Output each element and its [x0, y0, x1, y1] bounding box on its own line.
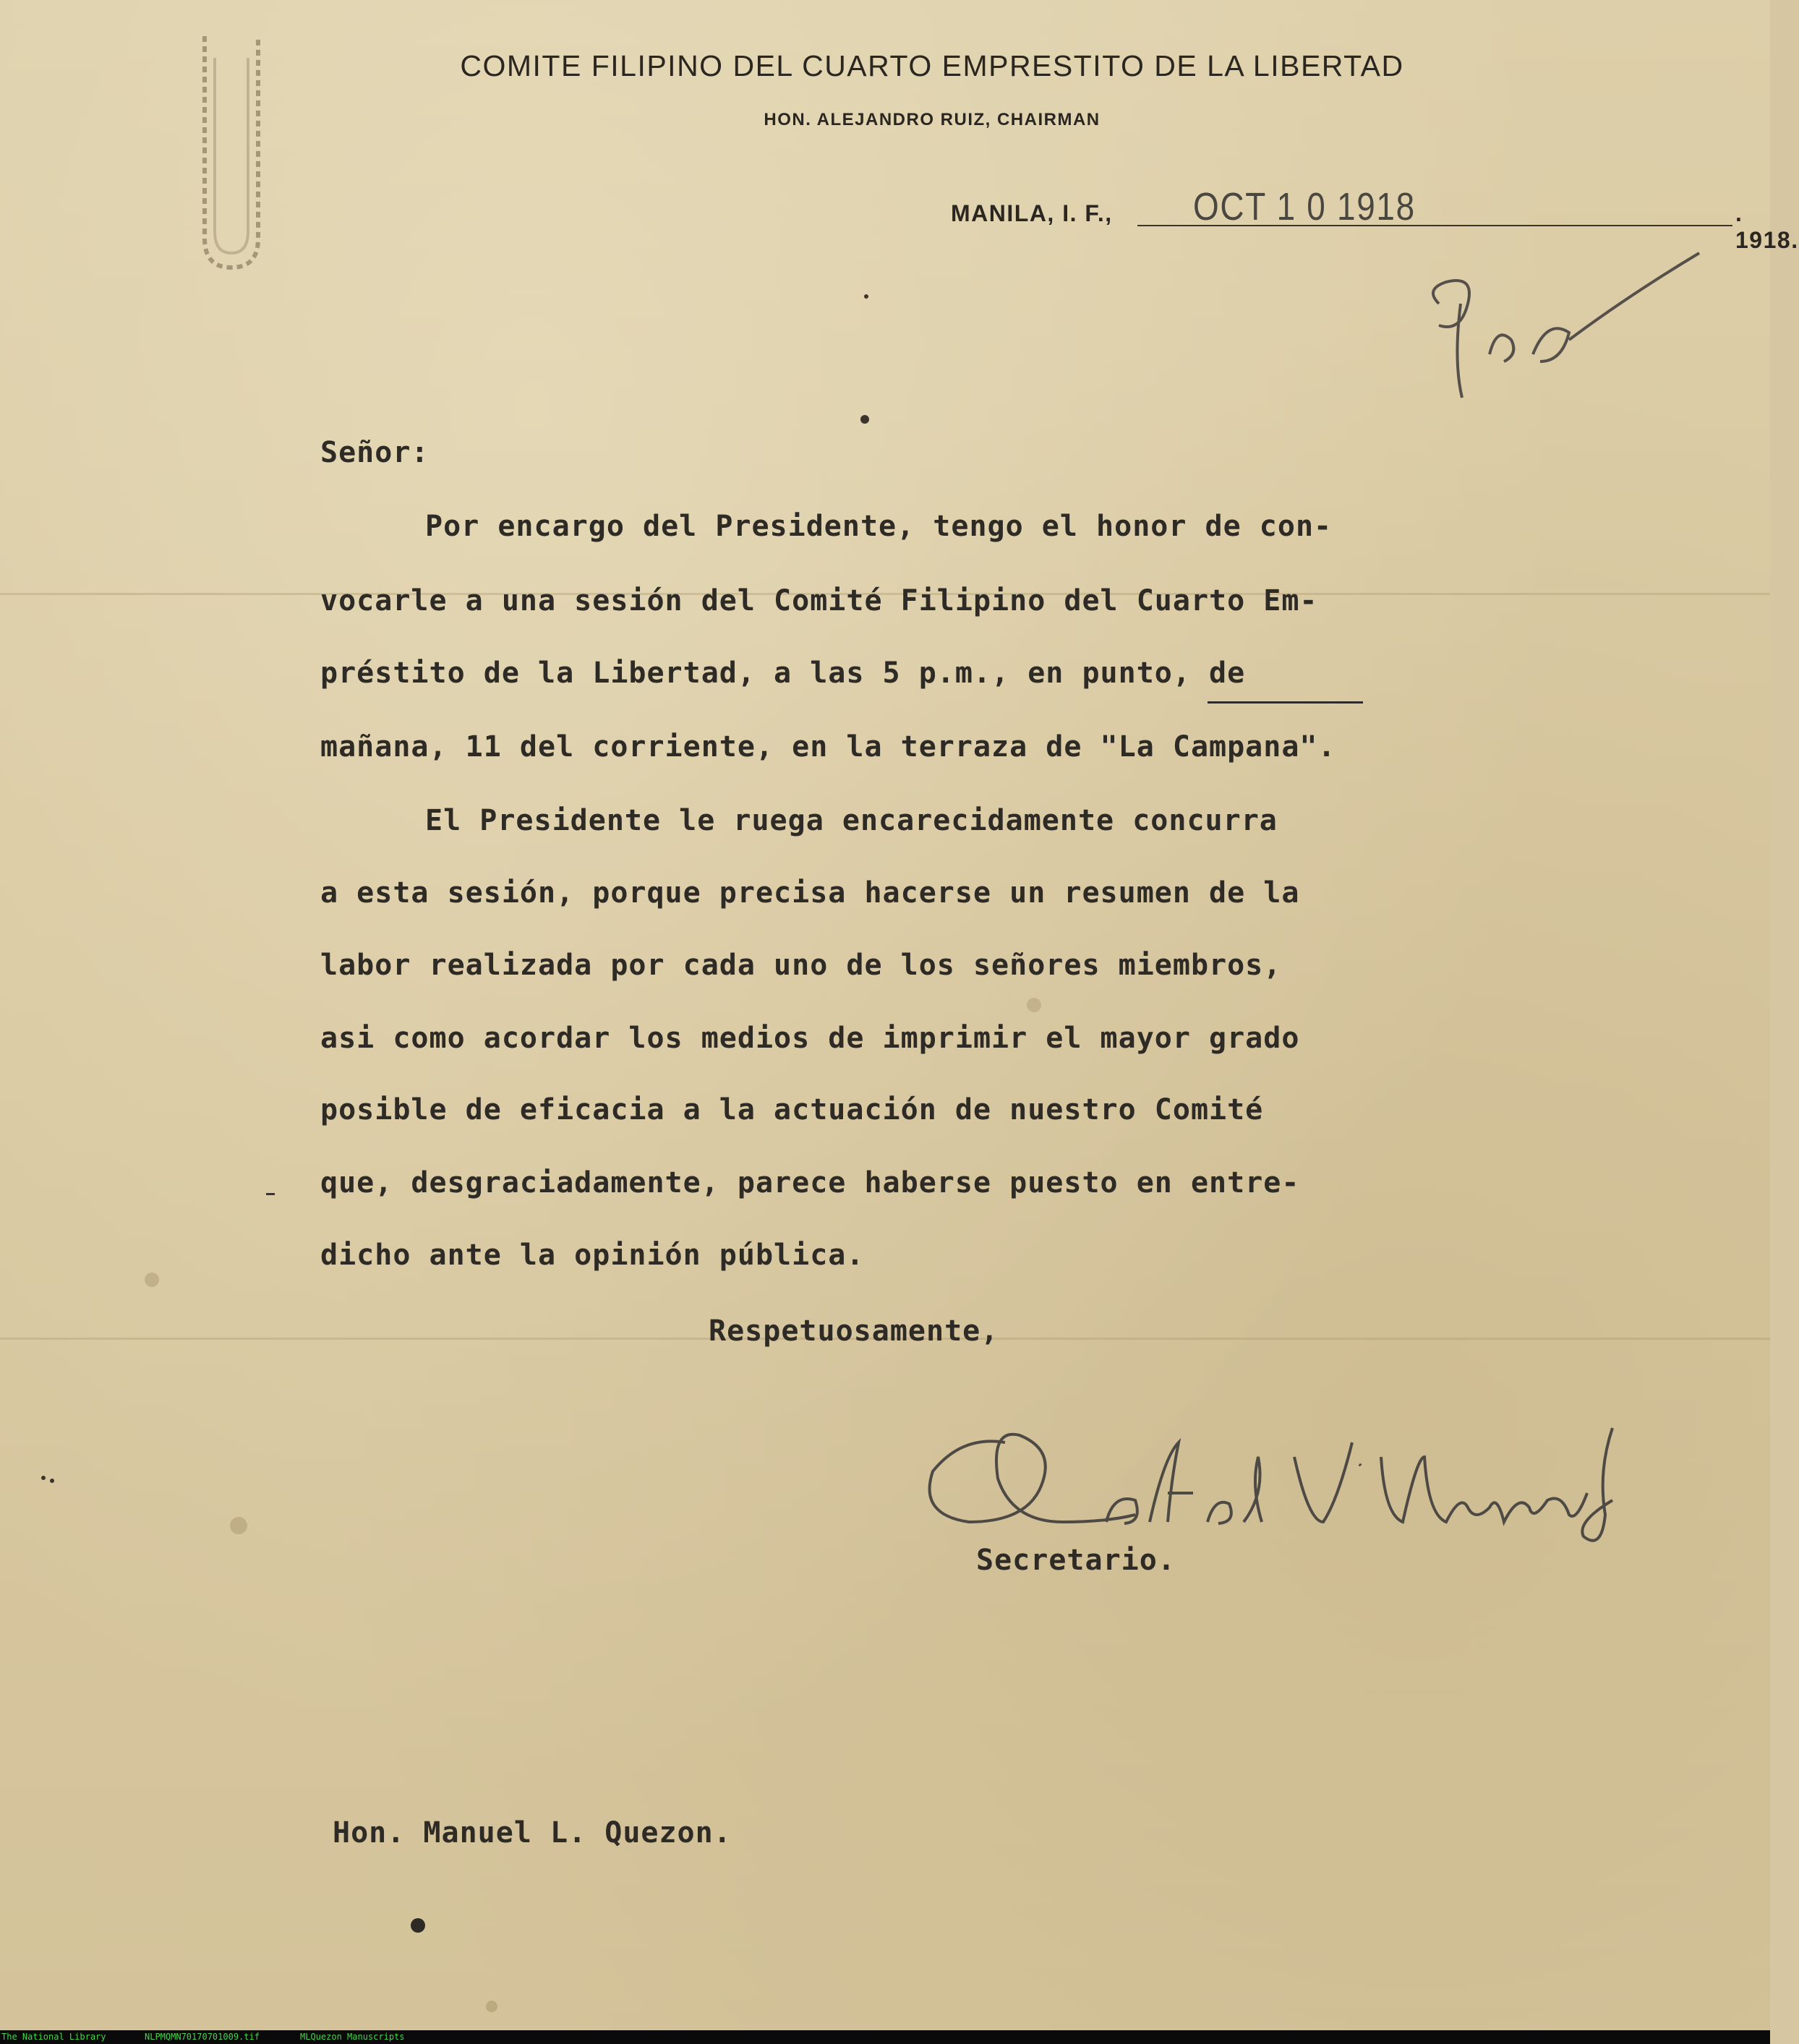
body-line: El Presidente le ruega encarecidamente concurra — [425, 804, 1278, 837]
body-line: préstito de la Libertad, a las 5 p.m., en punto, de — [320, 657, 1246, 690]
body-line: Por encargo del Presidente, tengo el honor de con- — [425, 510, 1333, 543]
dateline — [951, 184, 1799, 253]
handwritten-initials — [1410, 253, 1714, 412]
body-line: vocarle a una sesión del Comité Filipino del Cuarto Em- — [320, 584, 1318, 617]
signer-title: Secretario. — [976, 1544, 1176, 1577]
letterhead-subtitle: HON. ALEJANDRO RUIZ, CHAIRMAN — [764, 110, 1101, 129]
handwritten-underline — [1208, 701, 1363, 704]
closing: Respetuosamente, — [709, 1314, 999, 1348]
date-stamp: OCT 1 0 1918 — [1193, 185, 1416, 228]
body-line: posible de eficacia a la actuación de nuestro Comité — [320, 1093, 1264, 1126]
body-line: que, desgraciadamente, parece haberse puesto en entre- — [320, 1166, 1300, 1200]
archive-footer-bar — [0, 2030, 1770, 2044]
recipient: Hon. Manuel L. Quezon. — [333, 1816, 732, 1850]
handwritten-signature — [918, 1414, 1634, 1558]
footer-collection: MLQuezon Manuscripts — [300, 2032, 405, 2042]
dateline-place: MANILA, I. F., — [951, 200, 1113, 226]
footer-library: The National Library — [1, 2032, 106, 2042]
salutation: Señor: — [320, 436, 430, 469]
body-line: mañana, 11 del corriente, en la terraza de "La Campana". — [320, 730, 1336, 764]
body-line: a esta sesión, porque precisa hacerse un resumen de la — [320, 876, 1300, 910]
dateline-year: . 1918. — [1735, 200, 1799, 253]
body-line: dicho ante la opinión pública. — [320, 1239, 865, 1272]
body-line: labor realizada por cada uno de los señores miembros, — [320, 949, 1282, 982]
letterhead-title: COMITE FILIPINO DEL CUARTO EMPRESTITO DE LA LIBERTAD — [460, 49, 1404, 82]
body-line: asi como acordar los medios de imprimir el mayor grado — [320, 1022, 1300, 1055]
footer-file: NLPMQMN70170701009.tif — [145, 2032, 260, 2042]
